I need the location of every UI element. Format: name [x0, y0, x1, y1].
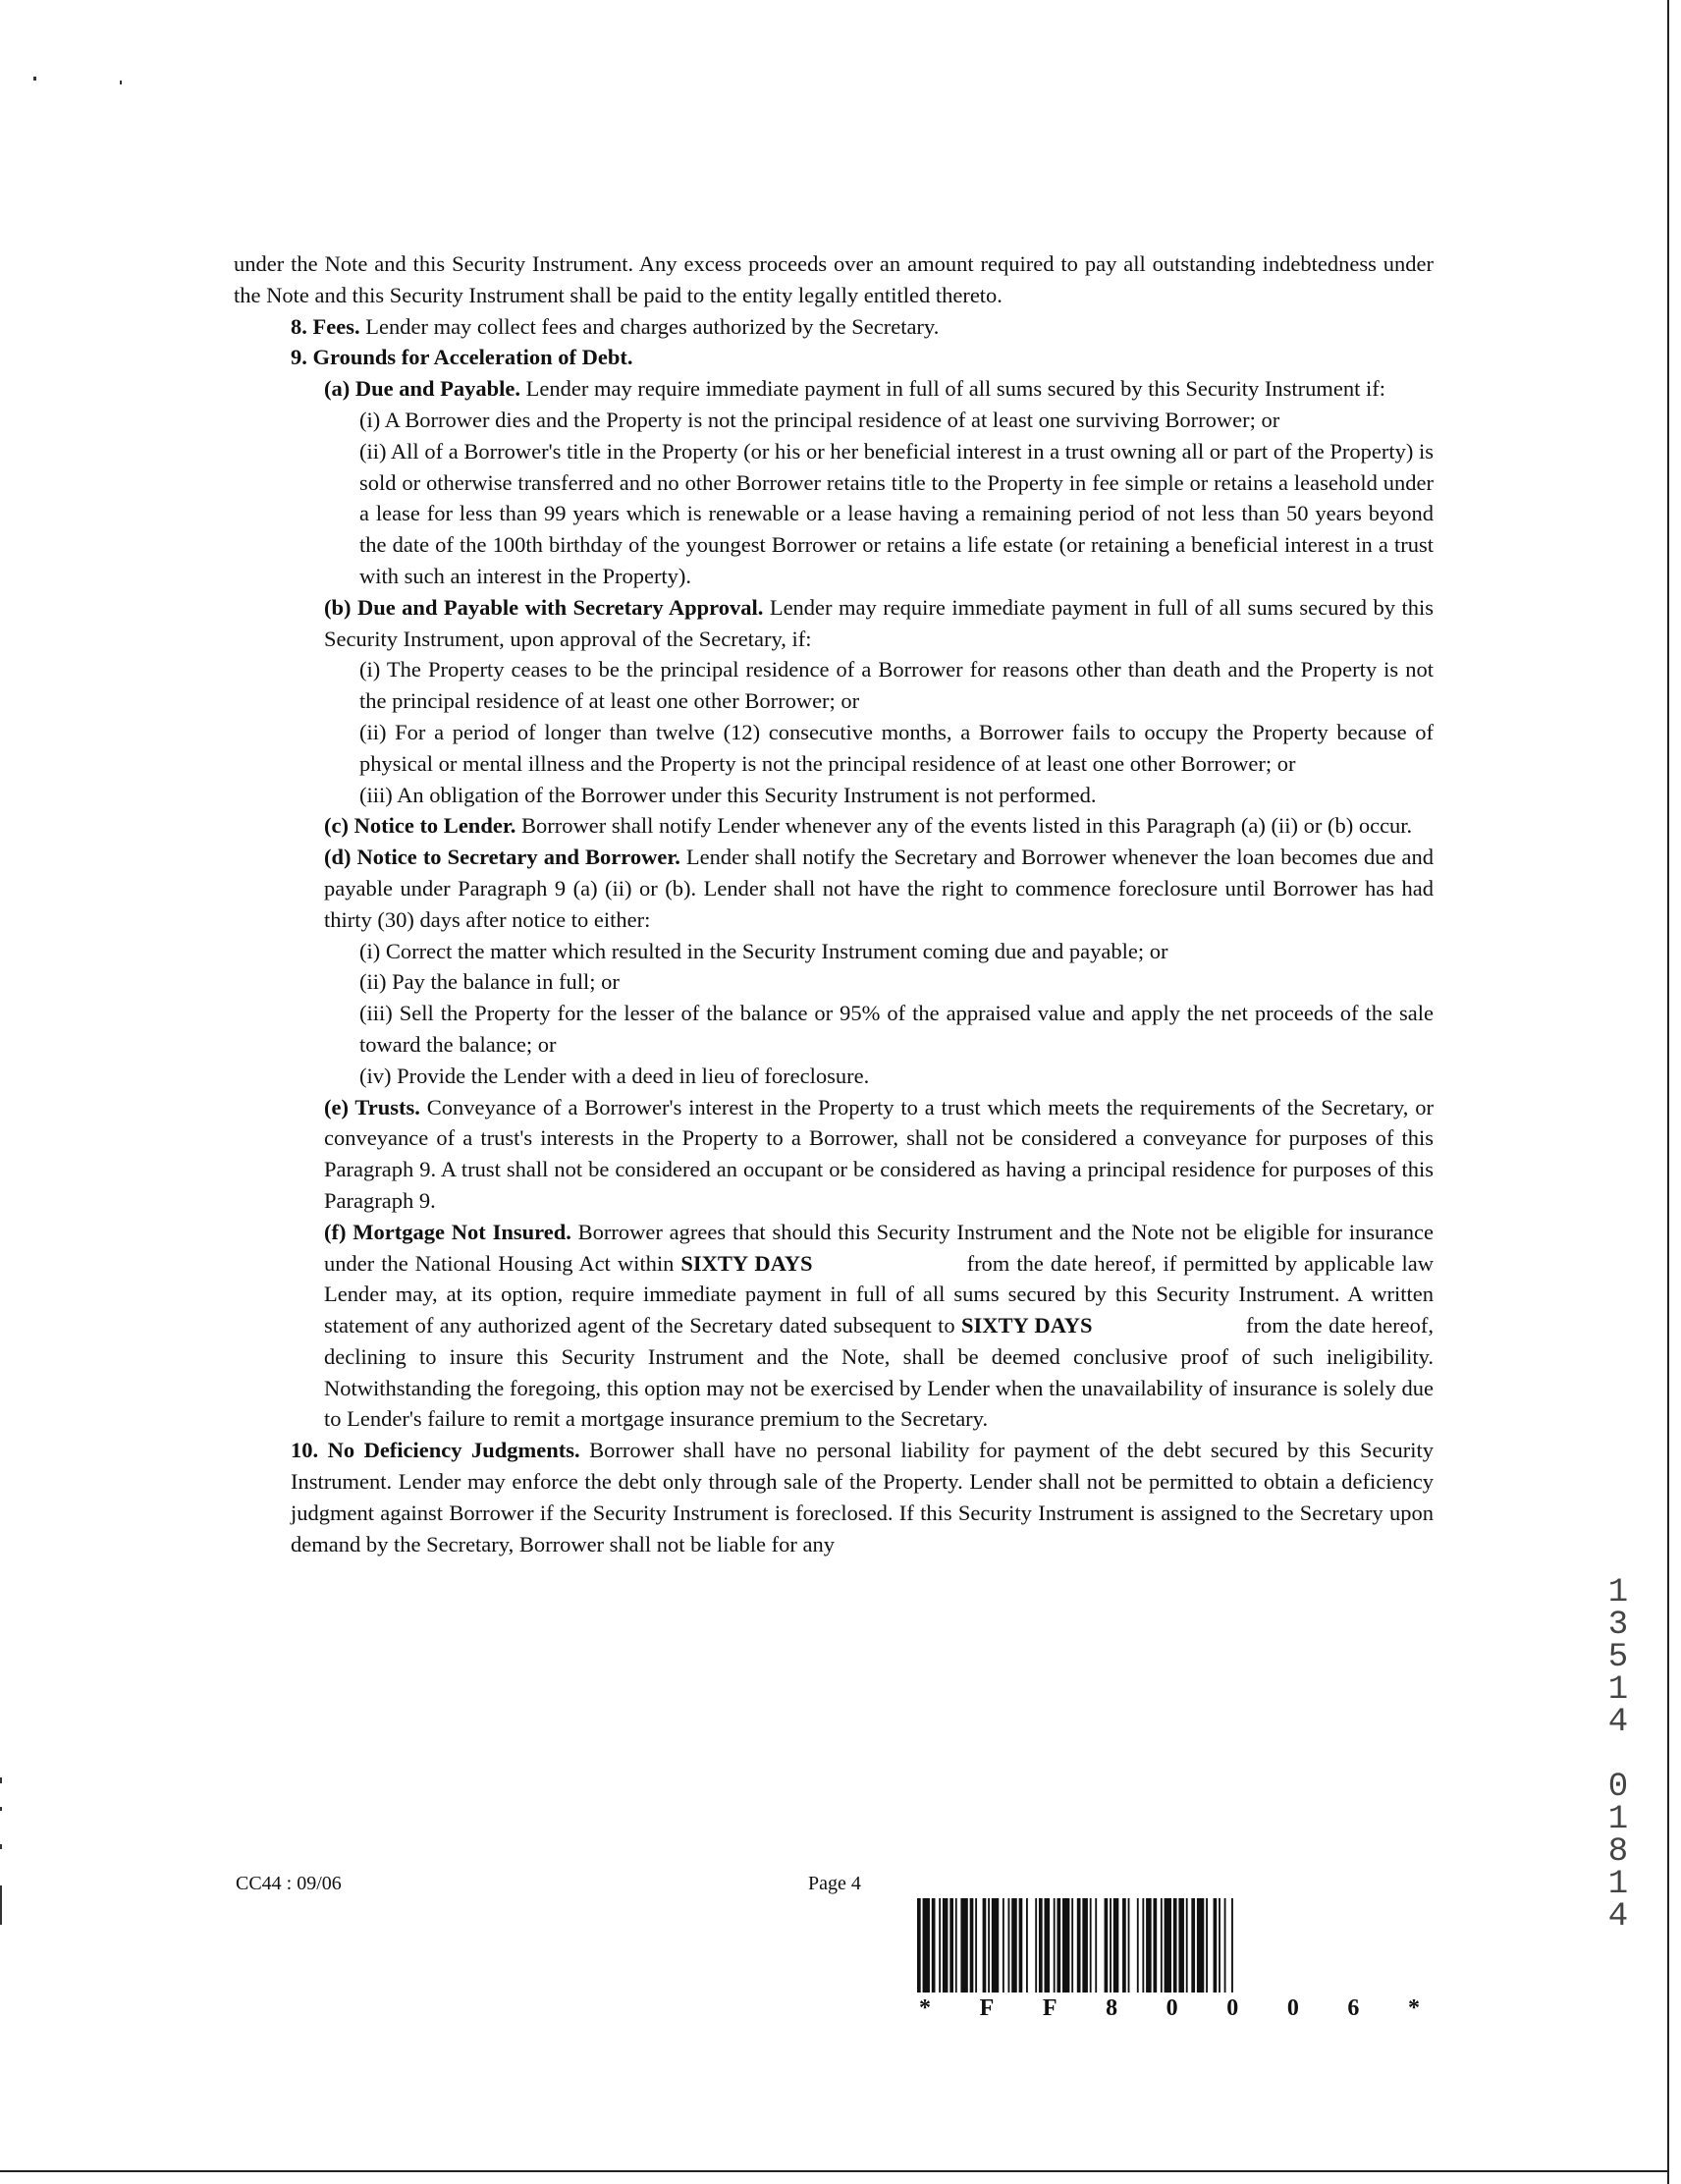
side-record-number [1600, 1574, 1636, 1936]
barcode-character: F [979, 1995, 995, 2021]
clause-b-iii: (iii) An obligation of the Borrower under this Security Instrument is not performed. [359, 782, 1097, 807]
barcode-bar [975, 1898, 977, 1993]
barcode-bar [1186, 1898, 1188, 1993]
clause-d-iv: (iv) Provide the Lender with a deed in lieu of foreclosure. [359, 1063, 870, 1088]
barcode-character: F [1042, 1995, 1057, 2021]
side-number-digit: 4 [1607, 1704, 1629, 1741]
barcode-bar [1231, 1898, 1233, 1993]
side-number-digit: 4 [1607, 1898, 1629, 1936]
section-heading: 9. Grounds for Acceleration of Debt. [291, 345, 633, 370]
scan-edge-right [1667, 0, 1669, 2184]
barcode-bar [1146, 1898, 1152, 1993]
side-number-digit: 5 [1607, 1639, 1629, 1676]
barcode-bar [1054, 1898, 1056, 1993]
subsection-text: Conveyance of a Borrower's interest in the Property to a trust which meets the requirements of the Secretary, or conveyance of a trust's interests in the Property to a Borrower, shall not be considered a conveyance for purposes of this Paragraph 9. A trust shall not be considered an occupant or be considered as having a principal residence for purposes of this Paragraph 9. [324, 1094, 1434, 1213]
scan-speck [33, 77, 36, 81]
barcode-character: 0 [1286, 1995, 1299, 2021]
subsection-e [234, 1092, 1434, 1217]
barcode-bar [1161, 1898, 1163, 1993]
subsection-text: Lender may require immediate payment in full of all sums secured by this Security Instrument, upon approval of the Secretary, if: [324, 594, 1434, 651]
barcode-bar [1011, 1898, 1017, 1993]
barcode-bar [917, 1898, 921, 1993]
subsection-heading: (c) Notice to Lender. [324, 813, 516, 839]
subsection-heading: (e) Trusts. [324, 1094, 420, 1119]
barcode-bar [1137, 1898, 1139, 1993]
barcode-bar [988, 1898, 990, 1993]
section-text: Lender may collect fees and charges authorized by the Secretary. [359, 313, 940, 339]
barcode-bar [1214, 1898, 1218, 1993]
subsection-d [234, 842, 1434, 935]
subsection-b [234, 592, 1434, 655]
side-number-digit: 8 [1607, 1833, 1629, 1871]
barcode-bar [1165, 1898, 1171, 1993]
barcode-character: 0 [1226, 1995, 1239, 2021]
side-number-digit: 1 [1607, 1574, 1629, 1611]
clause-a-i: (i) A Borrower dies and the Property is not the principal residence of at least one surviving Borrower; or [359, 407, 1280, 432]
paragraph-continuation [234, 248, 1434, 311]
subsection-text: from the date hereof, declining to insure this Security Instrument and the Note, shall be deemed conclusive proof of such ineligibility. Notwithstanding the foregoing, this option may not be exercised by Lender when the unavailability of insurance is solely due to Lender's failure to remit a mortgage insurance premium to the Secretary. [324, 1313, 1434, 1432]
barcode-bar [1219, 1898, 1220, 1993]
scan-edge-marks [0, 1777, 4, 1954]
subsection-text: Lender may require immediate payment in full of all sums secured by this Security Instrument if: [520, 376, 1386, 402]
form-code: CC44 : 09/06 [236, 1873, 342, 1894]
section-text: Borrower shall have no personal liability for payment of the debt secured by this Security Instrument. Lender may enforce the debt only through sale of the Property. Lender shall not be permitted to obtain a deficiency judgment against Borrower if the Security Instrument is foreclosed. If this Security Instrument is assigned to the Secretary upon demand by the Secretary, Borrower shall not be liable for any [291, 1438, 1434, 1556]
clause-d-ii: (ii) Pay the balance in full; or [359, 969, 620, 995]
barcode-bar [932, 1898, 936, 1993]
barcode-bar [1082, 1898, 1088, 1993]
scan-speck [120, 81, 122, 84]
barcode-bar [1122, 1898, 1126, 1993]
barcode-bar [1071, 1898, 1073, 1993]
barcode-bar [1128, 1898, 1130, 1993]
subsection-c [234, 810, 1434, 842]
section-heading: 10. No Deficiency Judgments. [291, 1438, 580, 1463]
side-number-digit: 3 [1607, 1607, 1629, 1644]
barcode-bar [983, 1898, 987, 1993]
subsection-text: Borrower agrees that should this Security Instrument and the Note not be eligible for insurance under the National Housing Act within [324, 1219, 1434, 1276]
barcode-character: 6 [1347, 1995, 1360, 2021]
clause-b-i: (i) The Property ceases to be the principal residence of a Borrower for reasons other than death and the Property is not the principal residence of at least one other Borrower; or [359, 657, 1434, 714]
barcode-bar [1191, 1898, 1195, 1993]
barcode-bar [1077, 1898, 1081, 1993]
subsection-heading: (a) Due and Payable. [324, 376, 521, 402]
barcode-bar [1039, 1898, 1043, 1993]
subsection-text: Lender shall notify the Secretary and Borrower whenever the loan becomes due and payable under Paragraph 9 (a) (ii) or (b). Lender shall not have the right to commence foreclosure until Borrower has had thirty (30) days after notice to either: [324, 845, 1434, 932]
clause-b-ii: (ii) For a period of longer than twelve (12) consecutive months, a Borrower fails to occupy the Property because of physical or mental illness and the Property is not the principal residence of at least one other Borrower; or [359, 719, 1434, 776]
barcode-bar [1197, 1898, 1204, 1993]
barcode-bar [1057, 1898, 1060, 1993]
barcode-bar [1095, 1898, 1097, 1993]
section-9 [234, 342, 1434, 373]
barcode-character: * [919, 1995, 931, 2021]
subsection-f [234, 1217, 1434, 1436]
barcode-bar [1008, 1898, 1010, 1993]
subsection-a [234, 373, 1434, 405]
section-10 [234, 1435, 1434, 1559]
barcode-bar [1105, 1898, 1109, 1993]
text-line: under the Note and this Security Instrument. Any excess proceeds over an amount required to pay all outstanding [234, 251, 1256, 276]
filled-period-value: SIXTY DAYS [961, 1313, 1093, 1338]
side-number-digit: 1 [1607, 1671, 1629, 1709]
barcode-bar [1062, 1898, 1069, 1993]
barcode-bar [1035, 1898, 1037, 1993]
section-heading: 8. Fees. [291, 313, 360, 339]
clause-d-i: (i) Correct the matter which resulted in the Security Instrument coming due and payable; or [359, 938, 1168, 963]
section-8 [234, 311, 1434, 343]
barcode-bar [1110, 1898, 1112, 1993]
barcode-bar [1173, 1898, 1177, 1993]
document-body [234, 248, 1434, 1559]
text-line: indebtedness under the Note and this Security Instrument shall be paid to the entity legally entitled thereto. [234, 251, 1434, 307]
barcode-bar [1113, 1898, 1119, 1993]
barcode-bar [992, 1898, 999, 1993]
barcode-bar [960, 1898, 967, 1993]
barcode-bar [1019, 1898, 1023, 1993]
barcode-bar [923, 1898, 930, 1993]
side-number-digit [1600, 1739, 1636, 1772]
barcode-bar [1178, 1898, 1184, 1993]
barcode-character: 0 [1166, 1995, 1178, 2021]
barcode-bar [955, 1898, 957, 1993]
side-number-digit: 1 [1607, 1866, 1629, 1903]
barcode-bar [1224, 1898, 1226, 1993]
side-number-digit: 0 [1607, 1769, 1629, 1806]
subsection-text: Borrower shall notify Lender whenever any of the events listed in this Paragraph (a) (ii) or (b) occur. [515, 813, 1413, 839]
side-number-digit: 1 [1607, 1801, 1629, 1838]
subsection-heading: (d) Notice to Secretary and Borrower. [324, 845, 680, 870]
clause-a-ii: (ii) All of a Borrower's title in the Property (or his or her beneficial interest in a trust owning all or part of the Property) is sold or otherwise transferred and no other Borrower retains title to the Property in fee simple or retains a leasehold under a lease for less than 99 years which is renewable or a lease having a remaining period of not less than 50 years beyond the date of the 100th birthday of the youngest Borrower or retains a life estate (or retaining a beneficial interest in a trust with such an interest in the Property). [359, 438, 1434, 588]
barcode-bar [1026, 1898, 1028, 1993]
barcode-bar [1045, 1898, 1051, 1993]
barcode-bar [1142, 1898, 1144, 1993]
barcode-bar [1003, 1898, 1004, 1993]
page-number: Page 4 [808, 1873, 861, 1894]
filled-period-value: SIXTY DAYS [680, 1250, 813, 1276]
clause-d-iii: (iii) Sell the Property for the lesser of the balance or 95% of the appraised value and apply the net proceeds of the sale toward the balance; or [359, 1001, 1434, 1057]
barcode-bar [1154, 1898, 1158, 1993]
barcode-bar [970, 1898, 974, 1993]
barcode-caption [913, 1995, 1426, 2022]
subsection-heading: (f) Mortgage Not Insured. [324, 1219, 571, 1244]
subsection-text: from the date hereof, if permitted by applicable law Lender may, at its option, require immediate payment in full of all sums secured by this Security Instrument. A written statement of any authorized agent of the Secretary dated subsequent to [324, 1250, 1434, 1338]
barcode-bar [939, 1898, 941, 1993]
barcode-character: * [1407, 1995, 1420, 2021]
barcode-character: 8 [1106, 1995, 1118, 2021]
scan-edge-bottom [0, 2170, 1669, 2172]
barcode-bar [943, 1898, 949, 1993]
barcode-bar [1206, 1898, 1208, 1993]
barcode-bar [949, 1898, 953, 1993]
barcode-bar [1090, 1898, 1092, 1993]
subsection-heading: (b) Due and Payable with Secretary Approval. [324, 594, 764, 620]
